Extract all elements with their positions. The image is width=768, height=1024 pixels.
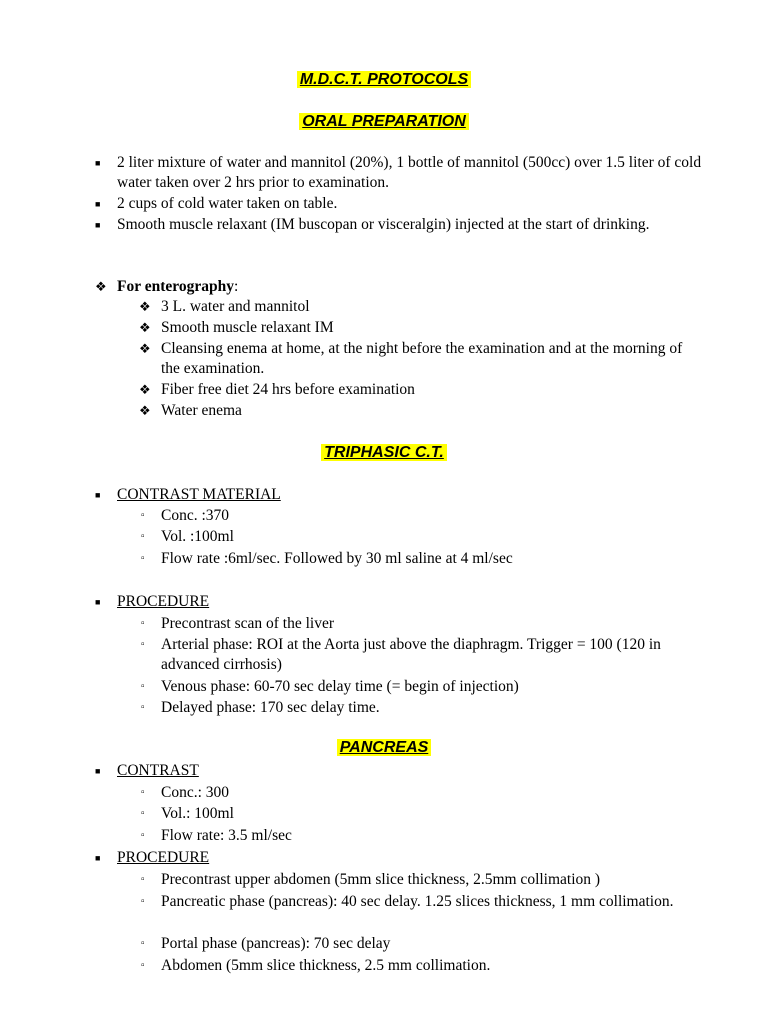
enterography-label-colon: : [233, 278, 239, 295]
list-item [141, 549, 701, 569]
hollow-square-bullet-icon: ▫ [141, 618, 145, 629]
list-item [141, 870, 701, 890]
list-item [141, 506, 701, 526]
enterography-label [95, 277, 702, 297]
list-item-text: Flow rate :6ml/sec. Followed by 30 ml saline at 4 ml/sec [161, 550, 513, 567]
pancreas-procedure-label [95, 848, 702, 868]
triphasic-procedure-label [95, 592, 702, 612]
document-title-text: M.D.C.T. PROTOCOLS [297, 71, 471, 88]
hollow-square-bullet-icon: ▫ [141, 531, 145, 542]
list-item [139, 318, 701, 338]
list-item [141, 826, 701, 846]
document-title [0, 70, 768, 90]
list-item [141, 635, 701, 675]
section-heading-pancreas-text: PANCREAS [337, 739, 432, 756]
list-item [141, 804, 701, 824]
hollow-square-bullet-icon: ▫ [141, 787, 145, 798]
hollow-square-bullet-icon: ▫ [141, 830, 145, 841]
triphasic-contrast-label-text: CONTRAST MATERIAL [117, 486, 281, 503]
list-item [95, 153, 702, 193]
hollow-square-bullet-icon: ▫ [141, 808, 145, 819]
square-bullet-icon: ■ [95, 766, 101, 776]
square-bullet-icon: ■ [95, 199, 101, 209]
square-bullet-icon: ■ [95, 853, 101, 863]
list-item-text: Delayed phase: 170 sec delay time. [161, 699, 380, 716]
section-heading-oral-preparation [0, 112, 768, 132]
list-item [141, 527, 701, 547]
list-item [141, 698, 701, 718]
list-item-text: Smooth muscle relaxant IM [161, 319, 334, 336]
list-item [141, 934, 701, 954]
diamond-bullet-icon: ❖ [139, 341, 151, 356]
list-item [95, 215, 702, 235]
square-bullet-icon: ■ [95, 158, 101, 168]
list-item-text: Abdomen (5mm slice thickness, 2.5 mm collimation. [161, 957, 491, 974]
list-item-text: Fiber free diet 24 hrs before examination [161, 381, 415, 398]
list-item-text: Water enema [161, 402, 242, 419]
section-heading-triphasic-text: TRIPHASIC C.T. [321, 444, 447, 461]
list-item [141, 677, 701, 697]
diamond-bullet-icon: ❖ [139, 382, 151, 397]
list-item [139, 380, 701, 400]
square-bullet-icon: ■ [95, 220, 101, 230]
list-item-text: Conc.: 300 [161, 784, 230, 801]
hollow-square-bullet-icon: ▫ [141, 896, 145, 907]
hollow-square-bullet-icon: ▫ [141, 960, 145, 971]
hollow-square-bullet-icon: ▫ [141, 874, 145, 885]
diamond-bullet-icon: ❖ [95, 279, 107, 294]
section-heading-triphasic [0, 443, 768, 463]
list-item [139, 401, 701, 421]
square-bullet-icon: ■ [95, 597, 101, 607]
diamond-bullet-icon: ❖ [139, 403, 151, 418]
diamond-bullet-icon: ❖ [139, 299, 151, 314]
diamond-bullet-icon: ❖ [139, 320, 151, 335]
list-item-text: Smooth muscle relaxant (IM buscopan or visceralgin) injected at the start of drinking. [117, 216, 650, 233]
list-item [139, 297, 701, 317]
list-item-text: Precontrast scan of the liver [161, 615, 335, 632]
square-bullet-icon: ■ [95, 490, 101, 500]
hollow-square-bullet-icon: ▫ [141, 702, 145, 713]
section-heading-pancreas [0, 738, 768, 758]
list-item [141, 956, 701, 976]
list-item-text: Arterial phase: ROI at the Aorta just above the diaphragm. Trigger = 100 (120 in advanced cirrhosis) [161, 636, 661, 673]
hollow-square-bullet-icon: ▫ [141, 510, 145, 521]
triphasic-contrast-label [95, 485, 702, 505]
list-item-text: Vol. :100ml [161, 528, 234, 545]
hollow-square-bullet-icon: ▫ [141, 681, 145, 692]
pancreas-contrast-label-text: CONTRAST [117, 762, 199, 779]
hollow-square-bullet-icon: ▫ [141, 938, 145, 949]
list-item-text: Vol.: 100ml [161, 805, 234, 822]
list-item-text: 3 L. water and mannitol [161, 298, 310, 315]
list-item-text: Cleansing enema at home, at the night before the examination and at the morning of the examination. [161, 340, 683, 377]
list-item [141, 614, 701, 634]
list-item-text: Pancreatic phase (pancreas): 40 sec delay. 1.25 slices thickness, 1 mm collimation. [161, 893, 674, 910]
list-item [95, 194, 702, 214]
list-item-text: Precontrast upper abdomen (5mm slice thickness, 2.5mm collimation ) [161, 871, 601, 888]
list-item [141, 892, 701, 912]
list-item-text: Conc. :370 [161, 507, 230, 524]
list-item [141, 783, 701, 803]
hollow-square-bullet-icon: ▫ [141, 553, 145, 564]
list-item [139, 339, 701, 379]
list-item-text: Flow rate: 3.5 ml/sec [161, 827, 292, 844]
section-heading-oral-preparation-text: ORAL PREPARATION [299, 113, 469, 130]
triphasic-procedure-label-text: PROCEDURE [117, 593, 210, 610]
hollow-square-bullet-icon: ▫ [141, 639, 145, 650]
enterography-label-text: For enterography [117, 278, 234, 295]
list-item-text: 2 liter mixture of water and mannitol (20%), 1 bottle of mannitol (500cc) over 1.5 liter of cold water taken over 2 hrs prior to examination. [117, 154, 702, 191]
list-item-text: 2 cups of cold water taken on table. [117, 195, 338, 212]
list-item-text: Venous phase: 60-70 sec delay time (= begin of injection) [161, 678, 519, 695]
pancreas-procedure-label-text: PROCEDURE [117, 849, 210, 866]
pancreas-contrast-label [95, 761, 702, 781]
list-item-text: Portal phase (pancreas): 70 sec delay [161, 935, 391, 952]
